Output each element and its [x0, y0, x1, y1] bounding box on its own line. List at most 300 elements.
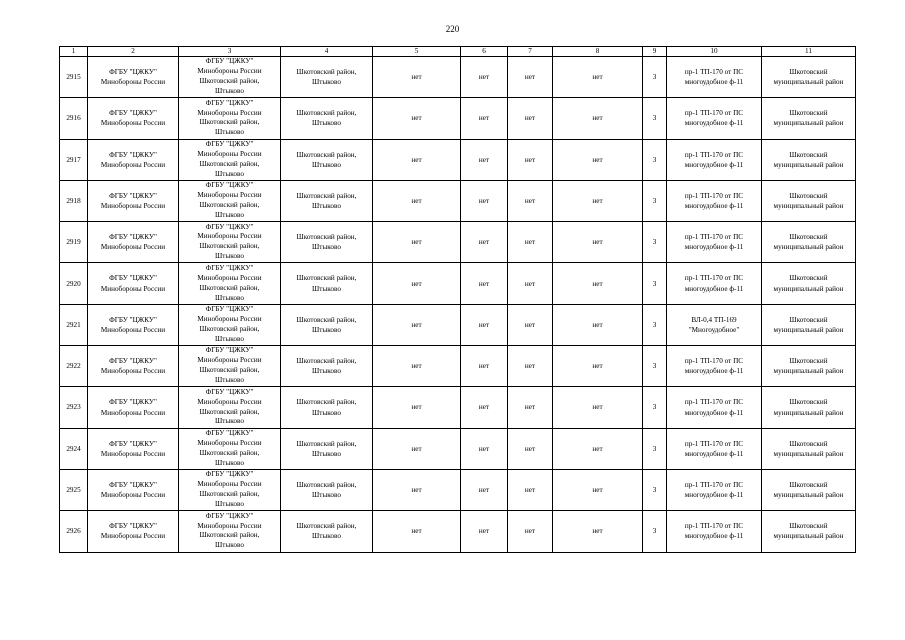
- organization-address-cell: [179, 98, 281, 139]
- power-source-cell: [667, 346, 762, 387]
- organization-cell: [88, 304, 179, 345]
- column-9-cell: 3: [643, 57, 667, 98]
- organization-address-cell-line: Минобороны России: [197, 149, 262, 158]
- power-source-cell-line: многоудобное ф-11: [684, 491, 744, 500]
- organization-address-cell-line: ФГБУ "ЦЖКУ": [205, 305, 254, 314]
- organization-address-cell-line: Минобороны России: [197, 438, 262, 447]
- organization-cell-line: ФГБУ "ЦЖКУ": [109, 480, 157, 489]
- column-8-cell: нет: [553, 98, 643, 139]
- municipality-cell-line: муниципальный район: [773, 202, 844, 211]
- location-cell-line: Шкотовский район,: [296, 398, 357, 407]
- column-6-cell: нет: [461, 428, 508, 469]
- column-7-cell: нет: [508, 57, 553, 98]
- organization-address-cell-line: Шкотовский район,: [199, 242, 260, 251]
- column-5-cell: нет: [373, 222, 461, 263]
- column-8-cell: нет: [553, 304, 643, 345]
- column-number: 2: [88, 47, 179, 57]
- municipality-cell-line: Шкотовский: [789, 67, 828, 76]
- municipality-cell: [762, 469, 856, 510]
- power-source-cell: [667, 511, 762, 552]
- column-5-cell: нет: [373, 387, 461, 428]
- column-7-cell: нет: [508, 139, 553, 180]
- column-6-cell: нет: [461, 222, 508, 263]
- organization-address-cell-line: Шкотовский район,: [199, 490, 260, 499]
- organization-address-cell-line: Минобороны России: [197, 191, 262, 200]
- organization-address-cell-line: Штыково: [215, 128, 244, 137]
- organization-cell-line: ФГБУ "ЦЖКУ": [109, 274, 157, 283]
- organization-address-cell-line: ФГБУ "ЦЖКУ": [205, 387, 254, 396]
- location-cell: [281, 511, 373, 552]
- municipality-cell: [762, 346, 856, 387]
- column-8-cell: нет: [553, 180, 643, 221]
- row-number-cell: 2923: [60, 387, 88, 428]
- organization-address-cell: [179, 180, 281, 221]
- table-row: [60, 222, 856, 263]
- row-number-cell: 2918: [60, 180, 88, 221]
- column-9-cell: 3: [643, 304, 667, 345]
- organization-address-cell-line: Штыково: [215, 334, 244, 343]
- municipality-cell: [762, 263, 856, 304]
- municipality-cell-line: муниципальный район: [773, 243, 844, 252]
- column-6-cell: нет: [461, 139, 508, 180]
- municipality-cell-line: Шкотовский: [789, 274, 828, 283]
- location-cell: [281, 346, 373, 387]
- location-cell-line: Штыково: [312, 491, 341, 500]
- municipality-cell-line: Шкотовский: [789, 398, 828, 407]
- power-source-cell-line: "Многоудобное": [688, 325, 740, 334]
- row-number-cell: 2922: [60, 346, 88, 387]
- organization-cell: [88, 263, 179, 304]
- organization-cell-line: ФГБУ "ЦЖКУ": [109, 398, 157, 407]
- location-cell-line: Штыково: [312, 532, 341, 541]
- column-5-cell: нет: [373, 180, 461, 221]
- table-row: [60, 180, 856, 221]
- column-9-cell: 3: [643, 263, 667, 304]
- page-number: 220: [445, 24, 460, 34]
- table-row: [60, 428, 856, 469]
- column-8-cell: нет: [553, 511, 643, 552]
- organization-cell-line: Минобороны России: [100, 160, 166, 169]
- organization-cell-line: ФГБУ "ЦЖКУ": [109, 233, 157, 242]
- organization-address-cell-line: Шкотовский район,: [199, 77, 260, 86]
- column-7-cell: нет: [508, 263, 553, 304]
- row-number-cell: 2919: [60, 222, 88, 263]
- column-5-cell: нет: [373, 263, 461, 304]
- organization-address-cell-line: ФГБУ "ЦЖКУ": [205, 98, 254, 107]
- organization-cell-line: Минобороны России: [100, 532, 166, 541]
- power-source-cell-line: многоудобное ф-11: [684, 119, 744, 128]
- organization-address-cell-line: Минобороны России: [197, 315, 262, 324]
- location-cell: [281, 180, 373, 221]
- municipality-cell-line: муниципальный район: [773, 325, 844, 334]
- power-source-cell: [667, 222, 762, 263]
- table-row: [60, 57, 856, 98]
- column-number-row: [60, 47, 856, 57]
- column-6-cell: нет: [461, 57, 508, 98]
- table-body: [60, 47, 856, 553]
- organization-address-cell-line: Минобороны России: [197, 480, 262, 489]
- column-6-cell: нет: [461, 346, 508, 387]
- column-number: 8: [553, 47, 643, 57]
- organization-address-cell: [179, 263, 281, 304]
- row-number-cell: 2917: [60, 139, 88, 180]
- organization-address-cell-line: Штыково: [215, 541, 244, 550]
- organization-cell: [88, 387, 179, 428]
- organization-address-cell-line: ФГБУ "ЦЖКУ": [205, 511, 254, 520]
- column-number: 1: [60, 47, 88, 57]
- power-source-cell: [667, 139, 762, 180]
- organization-address-cell-line: ФГБУ "ЦЖКУ": [205, 139, 254, 148]
- organization-cell: [88, 469, 179, 510]
- location-cell-line: Штыково: [312, 325, 341, 334]
- location-cell: [281, 304, 373, 345]
- column-number: 6: [461, 47, 508, 57]
- column-7-cell: нет: [508, 428, 553, 469]
- table-row: [60, 263, 856, 304]
- power-source-cell-line: пр-1 ТП-170 от ПС: [684, 522, 744, 531]
- location-cell-line: Штыково: [312, 284, 341, 293]
- municipality-cell-line: Шкотовский: [789, 357, 828, 366]
- location-cell-line: Шкотовский район,: [296, 191, 357, 200]
- column-7-cell: нет: [508, 511, 553, 552]
- power-source-cell-line: многоудобное ф-11: [684, 284, 744, 293]
- organization-address-cell-line: Минобороны России: [197, 521, 262, 530]
- column-number: 11: [762, 47, 856, 57]
- organization-cell-line: Минобороны России: [100, 284, 166, 293]
- organization-address-cell-line: Шкотовский район,: [199, 159, 260, 168]
- organization-address-cell-line: Шкотовский район,: [199, 407, 260, 416]
- organization-cell-line: Минобороны России: [100, 325, 166, 334]
- power-source-cell-line: многоудобное ф-11: [684, 367, 744, 376]
- column-8-cell: нет: [553, 346, 643, 387]
- column-7-cell: нет: [508, 469, 553, 510]
- power-source-cell-line: пр-1 ТП-170 от ПС: [684, 357, 744, 366]
- power-source-cell-line: пр-1 ТП-170 от ПС: [684, 398, 744, 407]
- power-source-cell-line: пр-1 ТП-170 от ПС: [684, 67, 744, 76]
- location-cell-line: Шкотовский район,: [296, 150, 357, 159]
- municipality-cell-line: муниципальный район: [773, 449, 844, 458]
- organization-cell-line: Минобороны России: [100, 202, 166, 211]
- location-cell-line: Штыково: [312, 367, 341, 376]
- organization-address-cell-line: Штыково: [215, 252, 244, 261]
- location-cell-line: Шкотовский район,: [296, 274, 357, 283]
- municipality-cell-line: муниципальный район: [773, 78, 844, 87]
- location-cell-line: Штыково: [312, 119, 341, 128]
- power-source-cell-line: ВЛ-0,4 ТП-169: [691, 315, 737, 324]
- registry-table: [59, 46, 856, 553]
- column-8-cell: нет: [553, 139, 643, 180]
- power-source-cell-line: многоудобное ф-11: [684, 78, 744, 87]
- organization-cell-line: ФГБУ "ЦЖКУ": [109, 315, 157, 324]
- municipality-cell-line: Шкотовский: [789, 439, 828, 448]
- column-6-cell: нет: [461, 263, 508, 304]
- organization-cell: [88, 98, 179, 139]
- column-number: 7: [508, 47, 553, 57]
- power-source-cell: [667, 263, 762, 304]
- organization-address-cell-line: Штыково: [215, 500, 244, 509]
- organization-address-cell-line: Шкотовский район,: [199, 201, 260, 210]
- column-9-cell: 3: [643, 387, 667, 428]
- organization-address-cell-line: Штыково: [215, 293, 244, 302]
- column-8-cell: нет: [553, 387, 643, 428]
- location-cell: [281, 387, 373, 428]
- municipality-cell-line: Шкотовский: [789, 150, 828, 159]
- column-number: 10: [667, 47, 762, 57]
- column-7-cell: нет: [508, 304, 553, 345]
- municipality-cell: [762, 98, 856, 139]
- power-source-cell-line: многоудобное ф-11: [684, 408, 744, 417]
- location-cell-line: Шкотовский район,: [296, 233, 357, 242]
- power-source-cell-line: многоудобное ф-11: [684, 243, 744, 252]
- location-cell-line: Штыково: [312, 160, 341, 169]
- organization-address-cell-line: Штыково: [215, 169, 244, 178]
- organization-address-cell: [179, 222, 281, 263]
- column-7-cell: нет: [508, 222, 553, 263]
- table-row: [60, 511, 856, 552]
- organization-cell-line: ФГБУ "ЦЖКУ": [109, 439, 157, 448]
- column-5-cell: нет: [373, 428, 461, 469]
- organization-address-cell-line: Штыково: [215, 87, 244, 96]
- column-number: 9: [643, 47, 667, 57]
- column-7-cell: нет: [508, 346, 553, 387]
- location-cell-line: Штыково: [312, 202, 341, 211]
- municipality-cell: [762, 428, 856, 469]
- organization-address-cell-line: Шкотовский район,: [199, 448, 260, 457]
- column-5-cell: нет: [373, 346, 461, 387]
- column-7-cell: нет: [508, 98, 553, 139]
- column-number: 5: [373, 47, 461, 57]
- municipality-cell-line: Шкотовский: [789, 315, 828, 324]
- organization-cell: [88, 222, 179, 263]
- organization-address-cell-line: ФГБУ "ЦЖКУ": [205, 57, 254, 66]
- column-6-cell: нет: [461, 469, 508, 510]
- location-cell-line: Штыково: [312, 408, 341, 417]
- table-row: [60, 304, 856, 345]
- municipality-cell-line: Шкотовский: [789, 191, 828, 200]
- organization-address-cell: [179, 511, 281, 552]
- location-cell-line: Штыково: [312, 449, 341, 458]
- row-number-cell: 2915: [60, 57, 88, 98]
- organization-cell-line: Минобороны России: [100, 449, 166, 458]
- column-9-cell: 3: [643, 222, 667, 263]
- row-number-cell: 2926: [60, 511, 88, 552]
- column-9-cell: 3: [643, 511, 667, 552]
- power-source-cell-line: пр-1 ТП-170 от ПС: [684, 480, 744, 489]
- power-source-cell-line: пр-1 ТП-170 от ПС: [684, 274, 744, 283]
- organization-cell-line: ФГБУ "ЦЖКУ": [109, 191, 157, 200]
- municipality-cell-line: Шкотовский: [789, 522, 828, 531]
- column-9-cell: 3: [643, 428, 667, 469]
- table-row: [60, 387, 856, 428]
- organization-cell-line: Минобороны России: [100, 119, 166, 128]
- column-5-cell: нет: [373, 304, 461, 345]
- column-9-cell: 3: [643, 98, 667, 139]
- location-cell: [281, 428, 373, 469]
- organization-address-cell: [179, 428, 281, 469]
- column-9-cell: 3: [643, 469, 667, 510]
- organization-cell-line: Минобороны России: [100, 367, 166, 376]
- column-8-cell: нет: [553, 469, 643, 510]
- organization-cell-line: Минобороны России: [100, 243, 166, 252]
- power-source-cell: [667, 180, 762, 221]
- organization-address-cell: [179, 469, 281, 510]
- location-cell-line: Шкотовский район,: [296, 109, 357, 118]
- organization-cell: [88, 180, 179, 221]
- municipality-cell-line: муниципальный район: [773, 284, 844, 293]
- organization-address-cell-line: Шкотовский район,: [199, 324, 260, 333]
- location-cell-line: Шкотовский район,: [296, 522, 357, 531]
- location-cell-line: Шкотовский район,: [296, 439, 357, 448]
- organization-cell-line: ФГБУ "ЦЖКУ": [109, 150, 157, 159]
- power-source-cell: [667, 428, 762, 469]
- organization-address-cell: [179, 346, 281, 387]
- column-9-cell: 3: [643, 139, 667, 180]
- municipality-cell: [762, 57, 856, 98]
- column-5-cell: нет: [373, 57, 461, 98]
- power-source-cell: [667, 57, 762, 98]
- organization-cell-line: ФГБУ "ЦЖКУ": [109, 67, 157, 76]
- column-6-cell: нет: [461, 387, 508, 428]
- municipality-cell-line: муниципальный район: [773, 408, 844, 417]
- column-6-cell: нет: [461, 304, 508, 345]
- row-number-cell: 2920: [60, 263, 88, 304]
- organization-address-cell-line: Штыково: [215, 376, 244, 385]
- organization-address-cell-line: Штыково: [215, 417, 244, 426]
- row-number-cell: 2924: [60, 428, 88, 469]
- table-row: [60, 98, 856, 139]
- organization-address-cell-line: Шкотовский район,: [199, 118, 260, 127]
- table-row: [60, 139, 856, 180]
- table-row: [60, 346, 856, 387]
- municipality-cell-line: Шкотовский: [789, 109, 828, 118]
- municipality-cell-line: муниципальный район: [773, 160, 844, 169]
- column-5-cell: нет: [373, 511, 461, 552]
- row-number-cell: 2925: [60, 469, 88, 510]
- organization-address-cell-line: Минобороны России: [197, 108, 262, 117]
- power-source-cell-line: пр-1 ТП-170 от ПС: [684, 233, 744, 242]
- organization-address-cell-line: Минобороны России: [197, 67, 262, 76]
- organization-address-cell-line: ФГБУ "ЦЖКУ": [205, 470, 254, 479]
- organization-address-cell: [179, 387, 281, 428]
- location-cell: [281, 139, 373, 180]
- location-cell-line: Шкотовский район,: [296, 67, 357, 76]
- municipality-cell-line: муниципальный район: [773, 532, 844, 541]
- municipality-cell: [762, 139, 856, 180]
- column-7-cell: нет: [508, 180, 553, 221]
- organization-address-cell-line: Шкотовский район,: [199, 283, 260, 292]
- organization-address-cell-line: Минобороны России: [197, 232, 262, 241]
- organization-cell: [88, 346, 179, 387]
- power-source-cell-line: пр-1 ТП-170 от ПС: [684, 109, 744, 118]
- power-source-cell-line: пр-1 ТП-170 от ПС: [684, 191, 744, 200]
- location-cell: [281, 222, 373, 263]
- municipality-cell-line: муниципальный район: [773, 491, 844, 500]
- organization-address-cell-line: Штыково: [215, 210, 244, 219]
- power-source-cell: [667, 98, 762, 139]
- organization-address-cell-line: Шкотовский район,: [199, 366, 260, 375]
- power-source-cell-line: многоудобное ф-11: [684, 202, 744, 211]
- column-6-cell: нет: [461, 180, 508, 221]
- organization-address-cell-line: Шкотовский район,: [199, 531, 260, 540]
- organization-cell-line: Минобороны России: [100, 408, 166, 417]
- location-cell: [281, 98, 373, 139]
- location-cell: [281, 469, 373, 510]
- row-number-cell: 2921: [60, 304, 88, 345]
- location-cell: [281, 263, 373, 304]
- column-5-cell: нет: [373, 98, 461, 139]
- column-8-cell: нет: [553, 263, 643, 304]
- organization-address-cell-line: Штыково: [215, 458, 244, 467]
- column-8-cell: нет: [553, 428, 643, 469]
- municipality-cell-line: Шкотовский: [789, 480, 828, 489]
- organization-address-cell-line: Минобороны России: [197, 273, 262, 282]
- organization-address-cell-line: ФГБУ "ЦЖКУ": [205, 429, 254, 437]
- municipality-cell: [762, 387, 856, 428]
- municipality-cell: [762, 304, 856, 345]
- power-source-cell-line: многоудобное ф-11: [684, 532, 744, 541]
- organization-address-cell-line: ФГБУ "ЦЖКУ": [205, 346, 254, 355]
- organization-cell-line: ФГБУ "ЦЖКУ": [109, 522, 157, 531]
- location-cell-line: Штыково: [312, 243, 341, 252]
- municipality-cell-line: муниципальный район: [773, 367, 844, 376]
- organization-cell-line: ФГБУ "ЦЖКУ": [109, 109, 157, 118]
- column-8-cell: нет: [553, 57, 643, 98]
- power-source-cell-line: многоудобное ф-11: [684, 449, 744, 458]
- column-number: 4: [281, 47, 373, 57]
- column-9-cell: 3: [643, 346, 667, 387]
- row-number-cell: 2916: [60, 98, 88, 139]
- organization-address-cell-line: ФГБУ "ЦЖКУ": [205, 181, 254, 190]
- organization-cell-line: ФГБУ "ЦЖКУ": [109, 357, 157, 366]
- location-cell-line: Штыково: [312, 78, 341, 87]
- location-cell-line: Шкотовский район,: [296, 480, 357, 489]
- power-source-cell-line: пр-1 ТП-170 от ПС: [684, 439, 744, 448]
- location-cell-line: Шкотовский район,: [296, 315, 357, 324]
- organization-address-cell: [179, 139, 281, 180]
- municipality-cell: [762, 511, 856, 552]
- organization-address-cell: [179, 304, 281, 345]
- table-row: [60, 469, 856, 510]
- location-cell: [281, 57, 373, 98]
- power-source-cell-line: пр-1 ТП-170 от ПС: [684, 150, 744, 159]
- column-5-cell: нет: [373, 469, 461, 510]
- organization-cell-line: Минобороны России: [100, 491, 166, 500]
- column-number: 3: [179, 47, 281, 57]
- organization-address-cell-line: ФГБУ "ЦЖКУ": [205, 263, 254, 272]
- power-source-cell-line: многоудобное ф-11: [684, 160, 744, 169]
- column-6-cell: нет: [461, 98, 508, 139]
- organization-cell: [88, 428, 179, 469]
- organization-address-cell-line: Минобороны России: [197, 397, 262, 406]
- organization-address-cell-line: ФГБУ "ЦЖКУ": [205, 222, 254, 231]
- column-8-cell: нет: [553, 222, 643, 263]
- municipality-cell: [762, 222, 856, 263]
- column-9-cell: 3: [643, 180, 667, 221]
- municipality-cell-line: Шкотовский: [789, 233, 828, 242]
- column-6-cell: нет: [461, 511, 508, 552]
- municipality-cell: [762, 180, 856, 221]
- organization-cell-line: Минобороны России: [100, 78, 166, 87]
- power-source-cell: [667, 387, 762, 428]
- municipality-cell-line: муниципальный район: [773, 119, 844, 128]
- organization-cell: [88, 511, 179, 552]
- organization-address-cell: [179, 57, 281, 98]
- power-source-cell: [667, 469, 762, 510]
- column-7-cell: нет: [508, 387, 553, 428]
- column-5-cell: нет: [373, 139, 461, 180]
- organization-cell: [88, 57, 179, 98]
- organization-cell: [88, 139, 179, 180]
